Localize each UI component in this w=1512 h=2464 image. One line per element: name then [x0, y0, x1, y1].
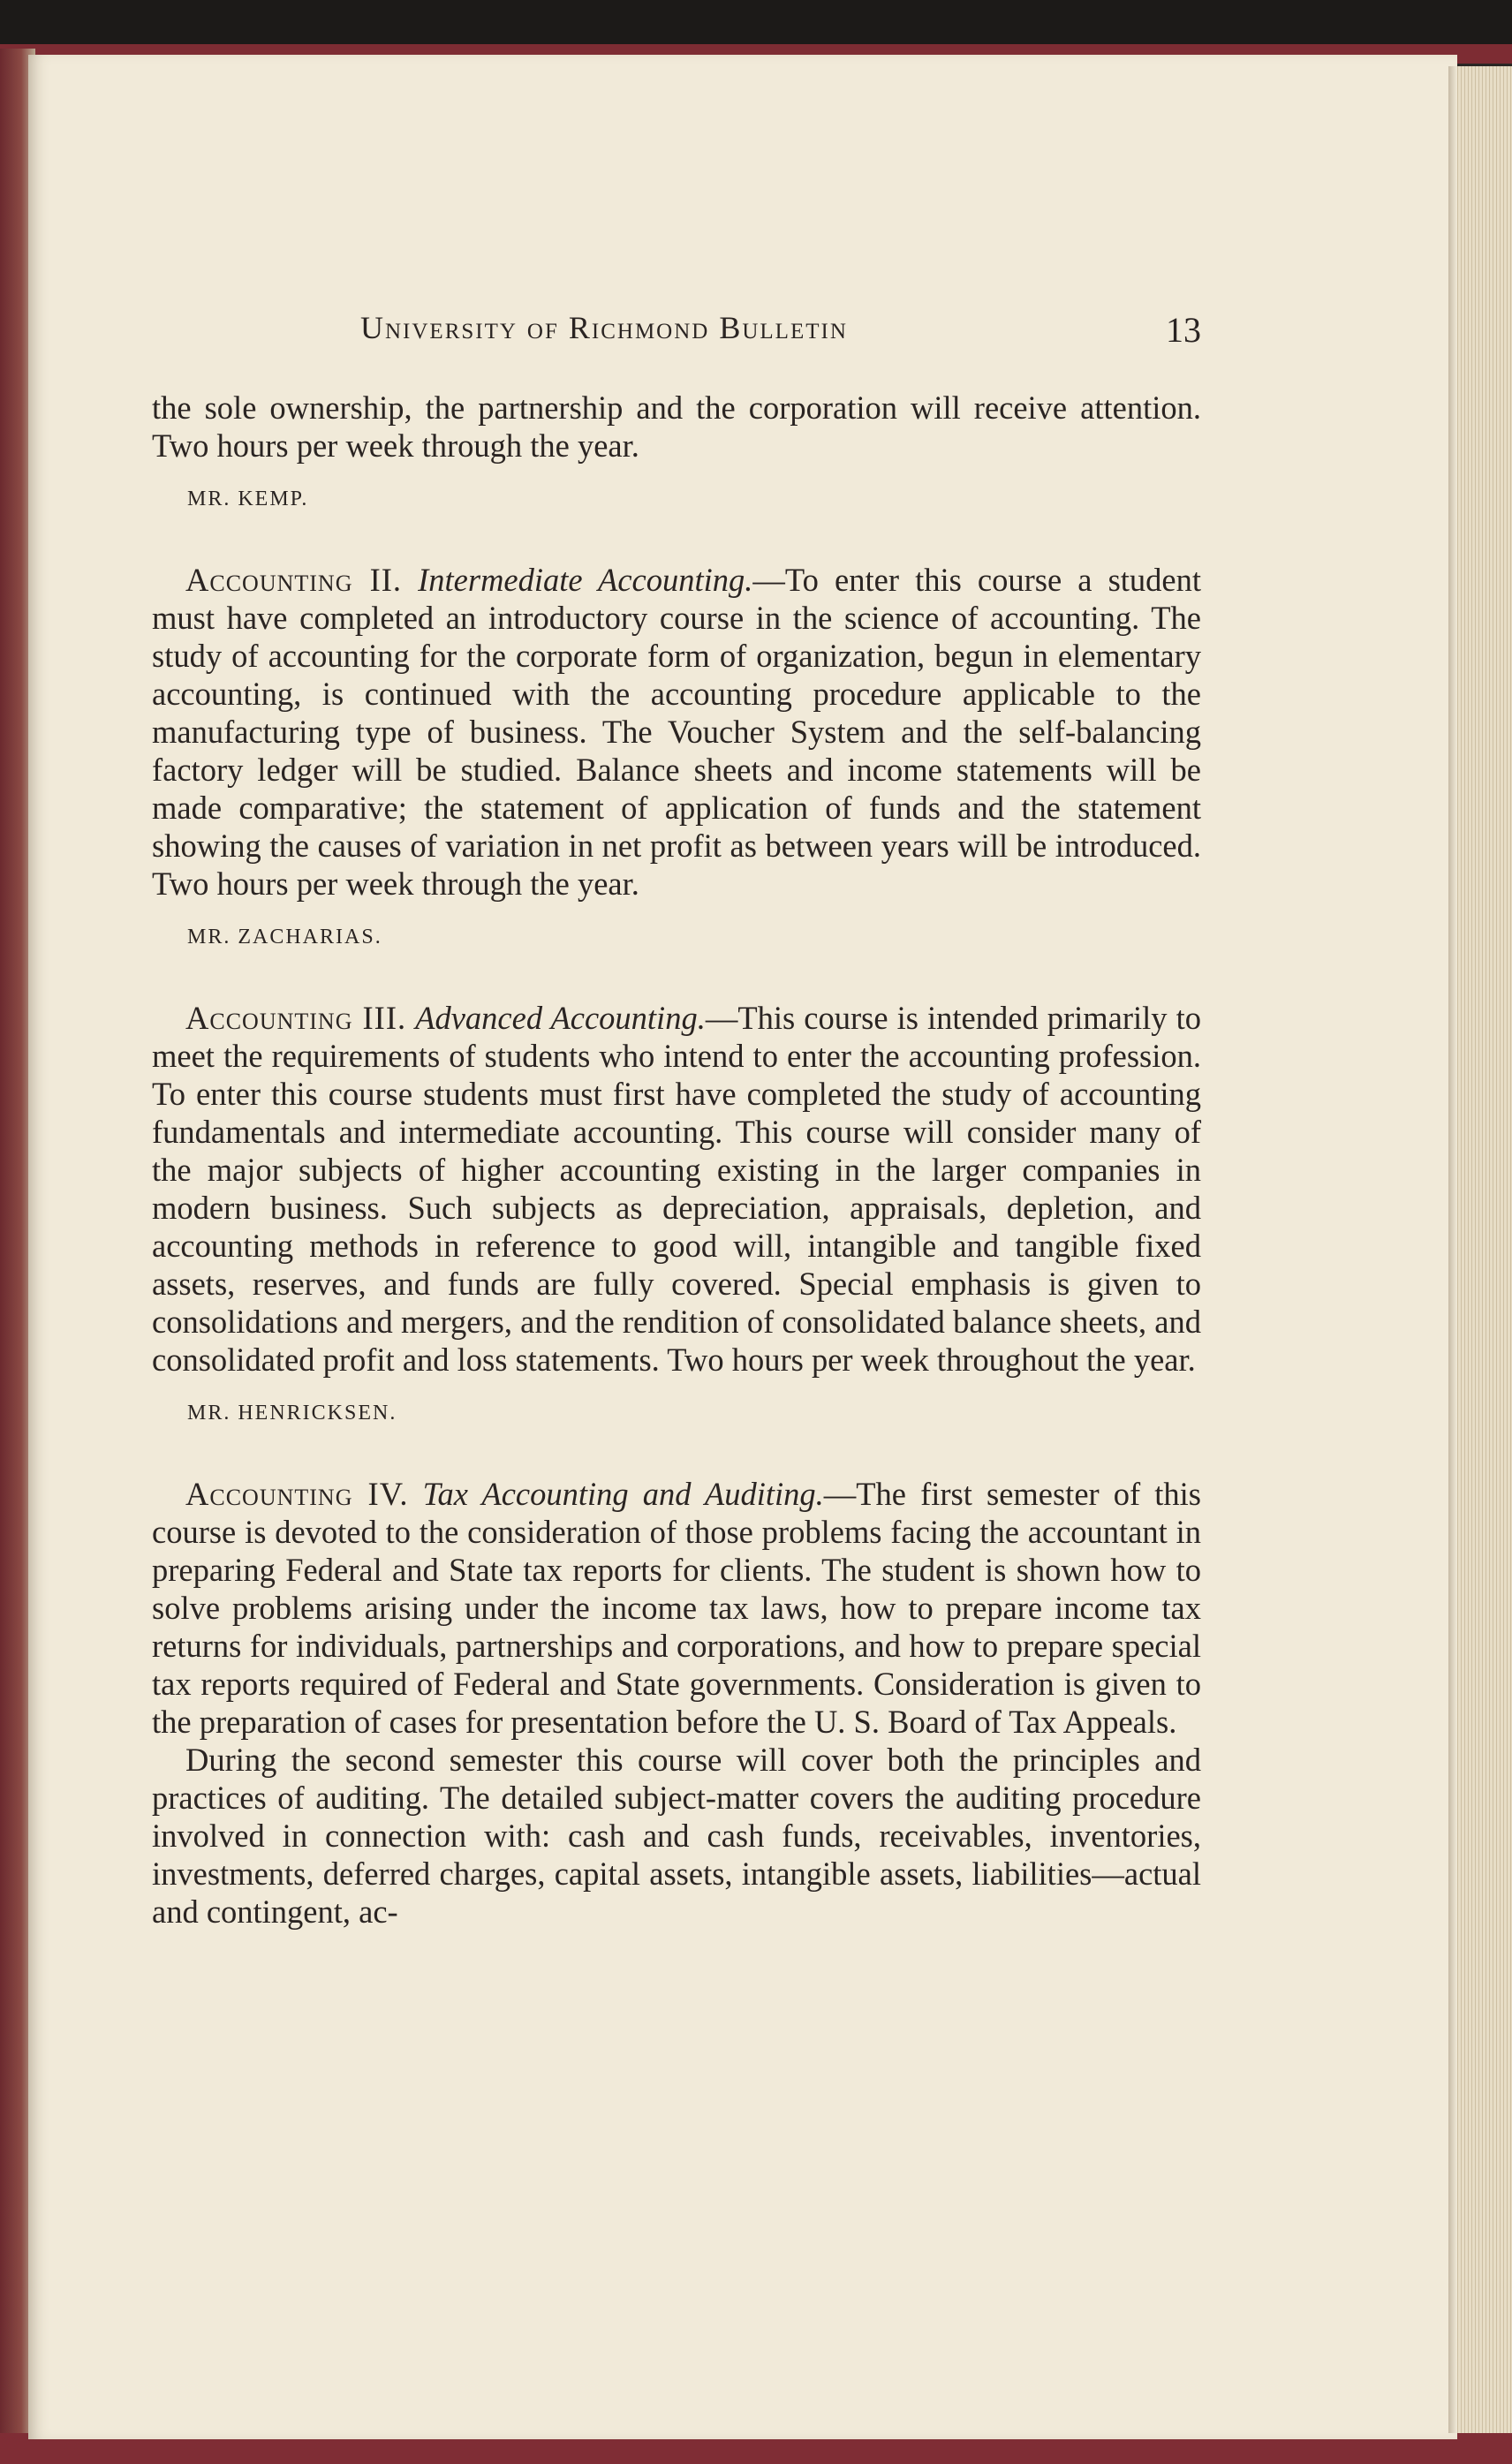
- page-number: 13: [1166, 310, 1201, 350]
- continuation-paragraph: the sole ownership, the partnership and the corporation will receive attention. Two hours per week through the year.: [152, 389, 1201, 464]
- course-title: Advanced Accounting.: [415, 1000, 706, 1036]
- course-paragraph: During the second semester this course will cover both the principles and practices of auditing. The detailed subject-matter covers the auditing procedure involved in connection with: cash and cash funds, receivables, inventories, investments, deferred charges, capital assets, intangible assets, liabilities—actual and contingent, ac-: [152, 1742, 1201, 1930]
- course-name: Accounting IV.: [185, 1476, 409, 1512]
- course-name: Accounting III.: [185, 1000, 407, 1036]
- instructor-name: MR. HENRICKSEN.: [187, 1402, 397, 1425]
- running-header-title: University of Richmond Bulletin: [360, 310, 848, 345]
- course-description: —The first semester of this course is devoted to the consideration of those problems facing the accountant in preparing Federal and State tax reports for clients. The student is shown how to solve problems arising under the income tax laws, how to prepare income tax returns for individuals, partnerships and corporations, and how to prepare special tax reports required of Federal and State governments. Consideration is given to the preparation of cases for presentation before the U. S. Board of Tax Appeals.: [152, 1476, 1201, 1740]
- course-entry: [152, 561, 1201, 903]
- course-title: Intermediate Accounting.: [418, 562, 753, 598]
- course-entry: [152, 999, 1201, 1379]
- course-title: Tax Accounting and Auditing.: [422, 1476, 824, 1512]
- running-header: [152, 309, 1201, 353]
- course-description: —This course is intended primarily to meet the requirements of students who intend to enter the accounting profession. To enter this course students must first have completed the study of accounting fundamentals and intermediate accounting. This course will consider many of the major subjects of higher accounting existing in the larger companies in modern business. Such subjects as depreciation, appraisals, depletion, and accounting methods in reference to good will, intangible and tangible fixed assets, reserves, and funds are fully covered. Special emphasis is given to consolidations and mergers, and the rendition of consolidated balance sheets, and consolidated profit and loss statements. Two hours per week throughout the year.: [152, 1000, 1201, 1378]
- instructor-name: MR. ZACHARIAS.: [187, 926, 382, 949]
- course-name: Accounting II.: [185, 562, 403, 598]
- instructor-name: MR. KEMP.: [187, 488, 309, 510]
- course-entry: [152, 1475, 1201, 1741]
- page-shadow: [1448, 66, 1457, 2433]
- course-description: —To enter this course a student must have completed an introductory course in the science of accounting. The study of accounting for the corporate form of organization, begun in elementary accounting, is continued with the accounting procedure applicable to the manufacturing type of business. The Voucher System and the self-balancing factory ledger will be studied. Balance sheets and income statements will be made comparative; the statement of application of funds and the statement showing the causes of variation in net profit as between years will be introduced. Two hours per week through the year.: [152, 562, 1202, 902]
- page-body: [152, 389, 1201, 1931]
